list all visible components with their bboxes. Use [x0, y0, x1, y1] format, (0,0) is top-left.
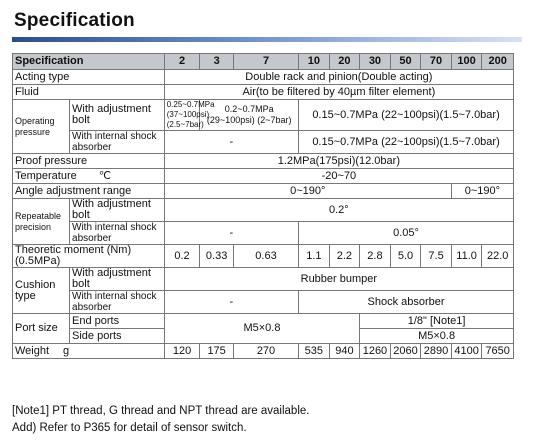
- table-row: [13, 131, 514, 154]
- row-label-theoretic-moment: Theoretic moment (Nm)(0.5MPa): [13, 245, 165, 268]
- specification-table: [12, 53, 514, 359]
- header-size: 30: [360, 54, 391, 70]
- weight-value: 120: [164, 344, 200, 359]
- weight-value: 2890: [421, 344, 452, 359]
- angle-range-size-2-70: 0~190°: [164, 184, 451, 199]
- title-underline: [12, 37, 522, 42]
- table-row: [13, 85, 514, 100]
- moment-value: 2.2: [329, 245, 360, 268]
- sublabel-with-absorber: With internal shock absorber: [70, 222, 165, 245]
- weight-value: 4100: [451, 344, 482, 359]
- weight-value: 2060: [390, 344, 421, 359]
- header-size: 2: [164, 54, 200, 70]
- sublabel-with-absorber: With internal shock absorber: [70, 291, 165, 314]
- table-row: [13, 154, 514, 169]
- sublabel-end-ports: End ports: [70, 314, 165, 329]
- precision-absorber-size-2-7: -: [164, 222, 298, 245]
- weight-value: 535: [299, 344, 330, 359]
- row-label-temperature: [13, 169, 165, 184]
- header-size: 3: [200, 54, 234, 70]
- header-size: 100: [451, 54, 482, 70]
- table-row: [13, 222, 514, 245]
- moment-value: 2.8: [360, 245, 391, 268]
- acting-type-value: Double rack and pinion(Double acting): [164, 70, 513, 85]
- cushion-bolt-value: Rubber bumper: [164, 268, 513, 291]
- op-pressure-absorber-size-2-7: -: [164, 131, 298, 154]
- page-title: Specification: [14, 10, 135, 31]
- table-row: [13, 245, 514, 268]
- weight-value: 1260: [360, 344, 391, 359]
- sublabel-with-bolt: With adjustment bolt: [70, 268, 165, 291]
- row-label-acting-type: Acting type: [13, 70, 165, 85]
- row-label-fluid: Fluid: [13, 85, 165, 100]
- header-size: 70: [421, 54, 452, 70]
- table-header-row: [13, 54, 514, 70]
- sublabel-side-ports: Side ports: [70, 329, 165, 344]
- table-row: [13, 169, 514, 184]
- weight-label: Weight: [15, 344, 50, 357]
- sublabel-with-absorber: With internal shock absorber: [70, 131, 165, 154]
- precision-bolt-value: 0.2°: [164, 199, 513, 222]
- moment-value: 1.1: [299, 245, 330, 268]
- cushion-absorber-size-2-7: -: [164, 291, 298, 314]
- moment-value: 11.0: [451, 245, 482, 268]
- header-label: Specification: [13, 54, 165, 70]
- row-label-operating-pressure: Operating pressure: [13, 100, 70, 154]
- port-size-2-20: M5×0.8: [164, 314, 359, 344]
- table-row: [13, 184, 514, 199]
- sublabel-with-bolt: With adjustment bolt: [70, 199, 165, 222]
- header-size: 20: [329, 54, 360, 70]
- op-pressure-size-3-7: 0.2~0.7MPa (29~100psi) (2~7bar): [200, 100, 299, 131]
- table-row: [13, 268, 514, 291]
- weight-value: 270: [233, 344, 298, 359]
- moment-value: 7.5: [421, 245, 452, 268]
- weight-value: 175: [200, 344, 234, 359]
- header-size: 200: [482, 54, 514, 70]
- op-pressure-size-2: 0.25~0.7MPa (37~100psi) (2.5~7bar): [164, 100, 200, 131]
- row-label-proof-pressure: Proof pressure: [13, 154, 165, 169]
- table-row: [13, 199, 514, 222]
- header-size: 50: [390, 54, 421, 70]
- cushion-absorber-size-10-200: Shock absorber: [299, 291, 514, 314]
- footnote-note1: [Note1] PT thread, G thread and NPT thread are available.: [12, 405, 310, 417]
- weight-value: 940: [329, 344, 360, 359]
- header-size: 10: [299, 54, 330, 70]
- header-size: 7: [233, 54, 298, 70]
- op-pressure-absorber-size-10-200: 0.15~0.7MPa (22~100psi)(1.5~7.0bar): [299, 131, 514, 154]
- footnote-add: Add) Refer to P365 for detail of sensor switch.: [12, 422, 247, 434]
- moment-value: 0.2: [164, 245, 200, 268]
- weight-unit: g: [63, 344, 70, 357]
- row-label-repeatable-precision: Repeatable precision: [13, 199, 70, 245]
- side-ports-size-30-200: M5×0.8: [360, 329, 514, 344]
- moment-value: 0.63: [233, 245, 298, 268]
- end-ports-size-30-200: 1/8" [Note1]: [360, 314, 514, 329]
- table-row: [13, 100, 514, 131]
- weight-value: 7650: [482, 344, 514, 359]
- moment-value: 22.0: [482, 245, 514, 268]
- op-pressure-size-10-200: 0.15~0.7MPa (22~100psi)(1.5~7.0bar): [299, 100, 514, 131]
- row-label-angle-range: Angle adjustment range: [13, 184, 165, 199]
- row-label-weight: [13, 344, 165, 359]
- temperature-label: Temperature: [15, 169, 77, 182]
- moment-value: 0.33: [200, 245, 234, 268]
- moment-value: 5.0: [390, 245, 421, 268]
- table-row: [13, 291, 514, 314]
- angle-range-size-100-200: 0~190°: [451, 184, 513, 199]
- row-label-port-size: Port size: [13, 314, 70, 344]
- footnotes: [12, 403, 309, 437]
- table-row: [13, 70, 514, 85]
- table-row: [13, 314, 514, 329]
- fluid-value: Air(to be filtered by 40µm filter element): [164, 85, 513, 100]
- proof-pressure-value: 1.2MPa(175psi)(12.0bar): [164, 154, 513, 169]
- table-row: [13, 344, 514, 359]
- row-label-cushion-type: Cushion type: [13, 268, 70, 314]
- temperature-unit: ℃: [98, 169, 112, 182]
- temperature-value: -20~70: [164, 169, 513, 184]
- sublabel-with-bolt: With adjustment bolt: [70, 100, 165, 131]
- precision-absorber-size-10-200: 0.05°: [299, 222, 514, 245]
